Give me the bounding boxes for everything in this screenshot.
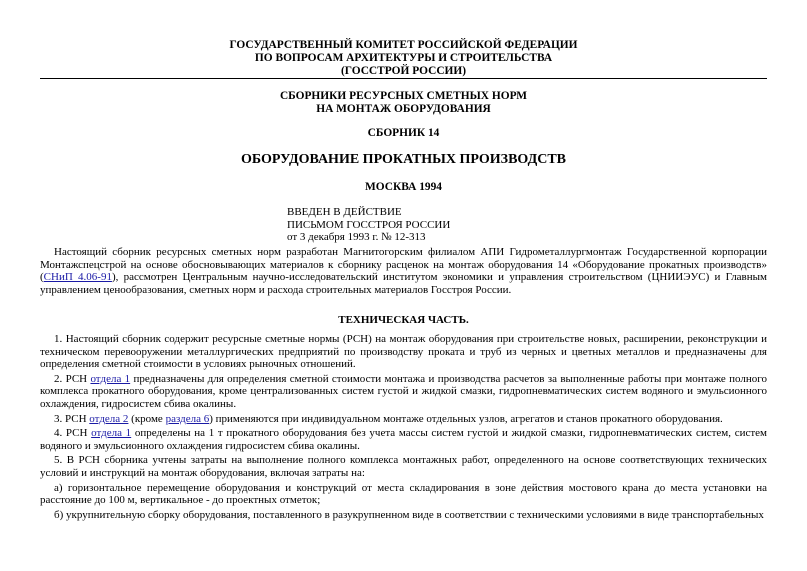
collection-title: ОБОРУДОВАНИЕ ПРОКАТНЫХ ПРОИЗВОДСТВ xyxy=(240,152,567,167)
header-line-1: ГОСУДАРСТВЕННЫЙ КОМИТЕТ РОССИЙСКОЙ ФЕДЕРАЦИИ xyxy=(229,39,578,51)
collection-line-1: СБОРНИКИ РЕСУРСНЫХ СМЕТНЫХ НОРМ xyxy=(279,90,528,102)
p3-text-b: (кроме xyxy=(128,412,166,425)
paragraph-5: 5. В РСН сборника учтены затраты на выполнение полного комплекса монтажных работ, определенного на основе соответствующих технических условий и инструкций на монтаж оборудования, включая затраты на: xyxy=(40,454,767,479)
collection-line-2: НА МОНТАЖ ОБОРУДОВАНИЯ xyxy=(316,103,491,115)
chapter-6-link[interactable]: раздела 6 xyxy=(165,412,210,425)
preamble-paragraph xyxy=(40,246,767,296)
p2-text-a: 2. РСН xyxy=(54,372,91,385)
enactment-line-2: ПИСЬМОМ ГОССТРОЯ РОССИИ xyxy=(287,218,451,231)
section-1-link-2[interactable]: отдела 1 xyxy=(91,427,132,440)
technical-part-heading: ТЕХНИЧЕСКАЯ ЧАСТЬ. xyxy=(338,314,469,326)
p3-text-a: 3. РСН xyxy=(54,412,90,425)
p4-text-a: 4. РСН xyxy=(54,427,92,440)
paragraph-3 xyxy=(40,413,767,426)
technical-part-body xyxy=(40,333,767,521)
paragraph-2 xyxy=(40,373,767,411)
preamble-text-1: Настоящий сборник ресурсных сметных норм разработан Магнитогорским филиалом АПИ Гидрометаллургмонтаж Государственной корпорации Монтажспецстрой на основе обосновывающих материалов к сборнику расценок на монтаж оборудования 14 «Оборудование прокатных производств» ( xyxy=(40,246,767,284)
p2-text-b: предназначены для определения сметной стоимости монтажа и производства расчетов за выполненные работы при монтаже полного комплекса прокатного оборудования, кроме централизованных систем густой и жидкой смазки, гидропневматических систем водяного и эмульсионного охлаждения, гидросистем сбива окалины. xyxy=(40,372,767,410)
p4-text-b: определены на 1 т прокатного оборудования без учета массы систем густой и жидкой смазки, гидропневматических систем, систем водяного и эмульсионного охлаждения гидросистем сбива окалины. xyxy=(40,427,767,452)
collection-number: СБОРНИК 14 xyxy=(367,127,440,139)
p3-text-c: ) применяются при индивидуальном монтаже отдельных узлов, агрегатов и станов прокатного оборудования. xyxy=(209,412,723,425)
header-line-3: (ГОССТРОЙ РОССИИ) xyxy=(340,65,467,77)
section-2-link[interactable]: отдела 2 xyxy=(89,412,129,425)
enactment-line-3: от 3 декабря 1993 г. № 12-313 xyxy=(287,231,426,244)
header-line-2: ПО ВОПРОСАМ АРХИТЕКТУРЫ И СТРОИТЕЛЬСТВА xyxy=(254,52,553,64)
paragraph-b: б) укрупнительную сборку оборудования, поставленного в разукрупненном виде в соответствии с техническими условиями в виде транспортабельных xyxy=(54,508,764,521)
city-year: МОСКВА 1994 xyxy=(365,181,442,193)
enactment-note xyxy=(287,206,450,244)
paragraph-1: 1. Настоящий сборник содержит ресурсные сметные нормы (РСН) на монтаж оборудования при строительстве новых, расширении, реконструкции и техническом перевооружении металлургических предприятий по производству проката и труб из черных и цветных металлов и предназначены для определения сметной стоимости в условиях рыночных отношений. xyxy=(40,333,767,371)
enactment-line-1: ВВЕДЕН В ДЕЙСТВИЕ xyxy=(287,206,402,218)
preamble xyxy=(40,246,767,296)
preamble-text-2: ), рассмотрен Центральным научно-исследовательский институтом экономики и управления строительством (ЦНИИЭУС) и Главным управлением ценообразования, сметных норм и расхода строительных материалов Госстроя России. xyxy=(40,271,767,296)
paragraph-a: а) горизонтальное перемещение оборудования и конструкций от места складирования в зоне действия мостового крана до места установки на расстояние до 100 м, вертикальное - до проектных отметок; xyxy=(40,481,767,507)
header-rule xyxy=(40,78,767,79)
snip-link[interactable]: СНиП 4.06-91 xyxy=(43,271,112,284)
paragraph-4 xyxy=(40,427,767,452)
section-1-link[interactable]: отдела 1 xyxy=(90,372,131,385)
